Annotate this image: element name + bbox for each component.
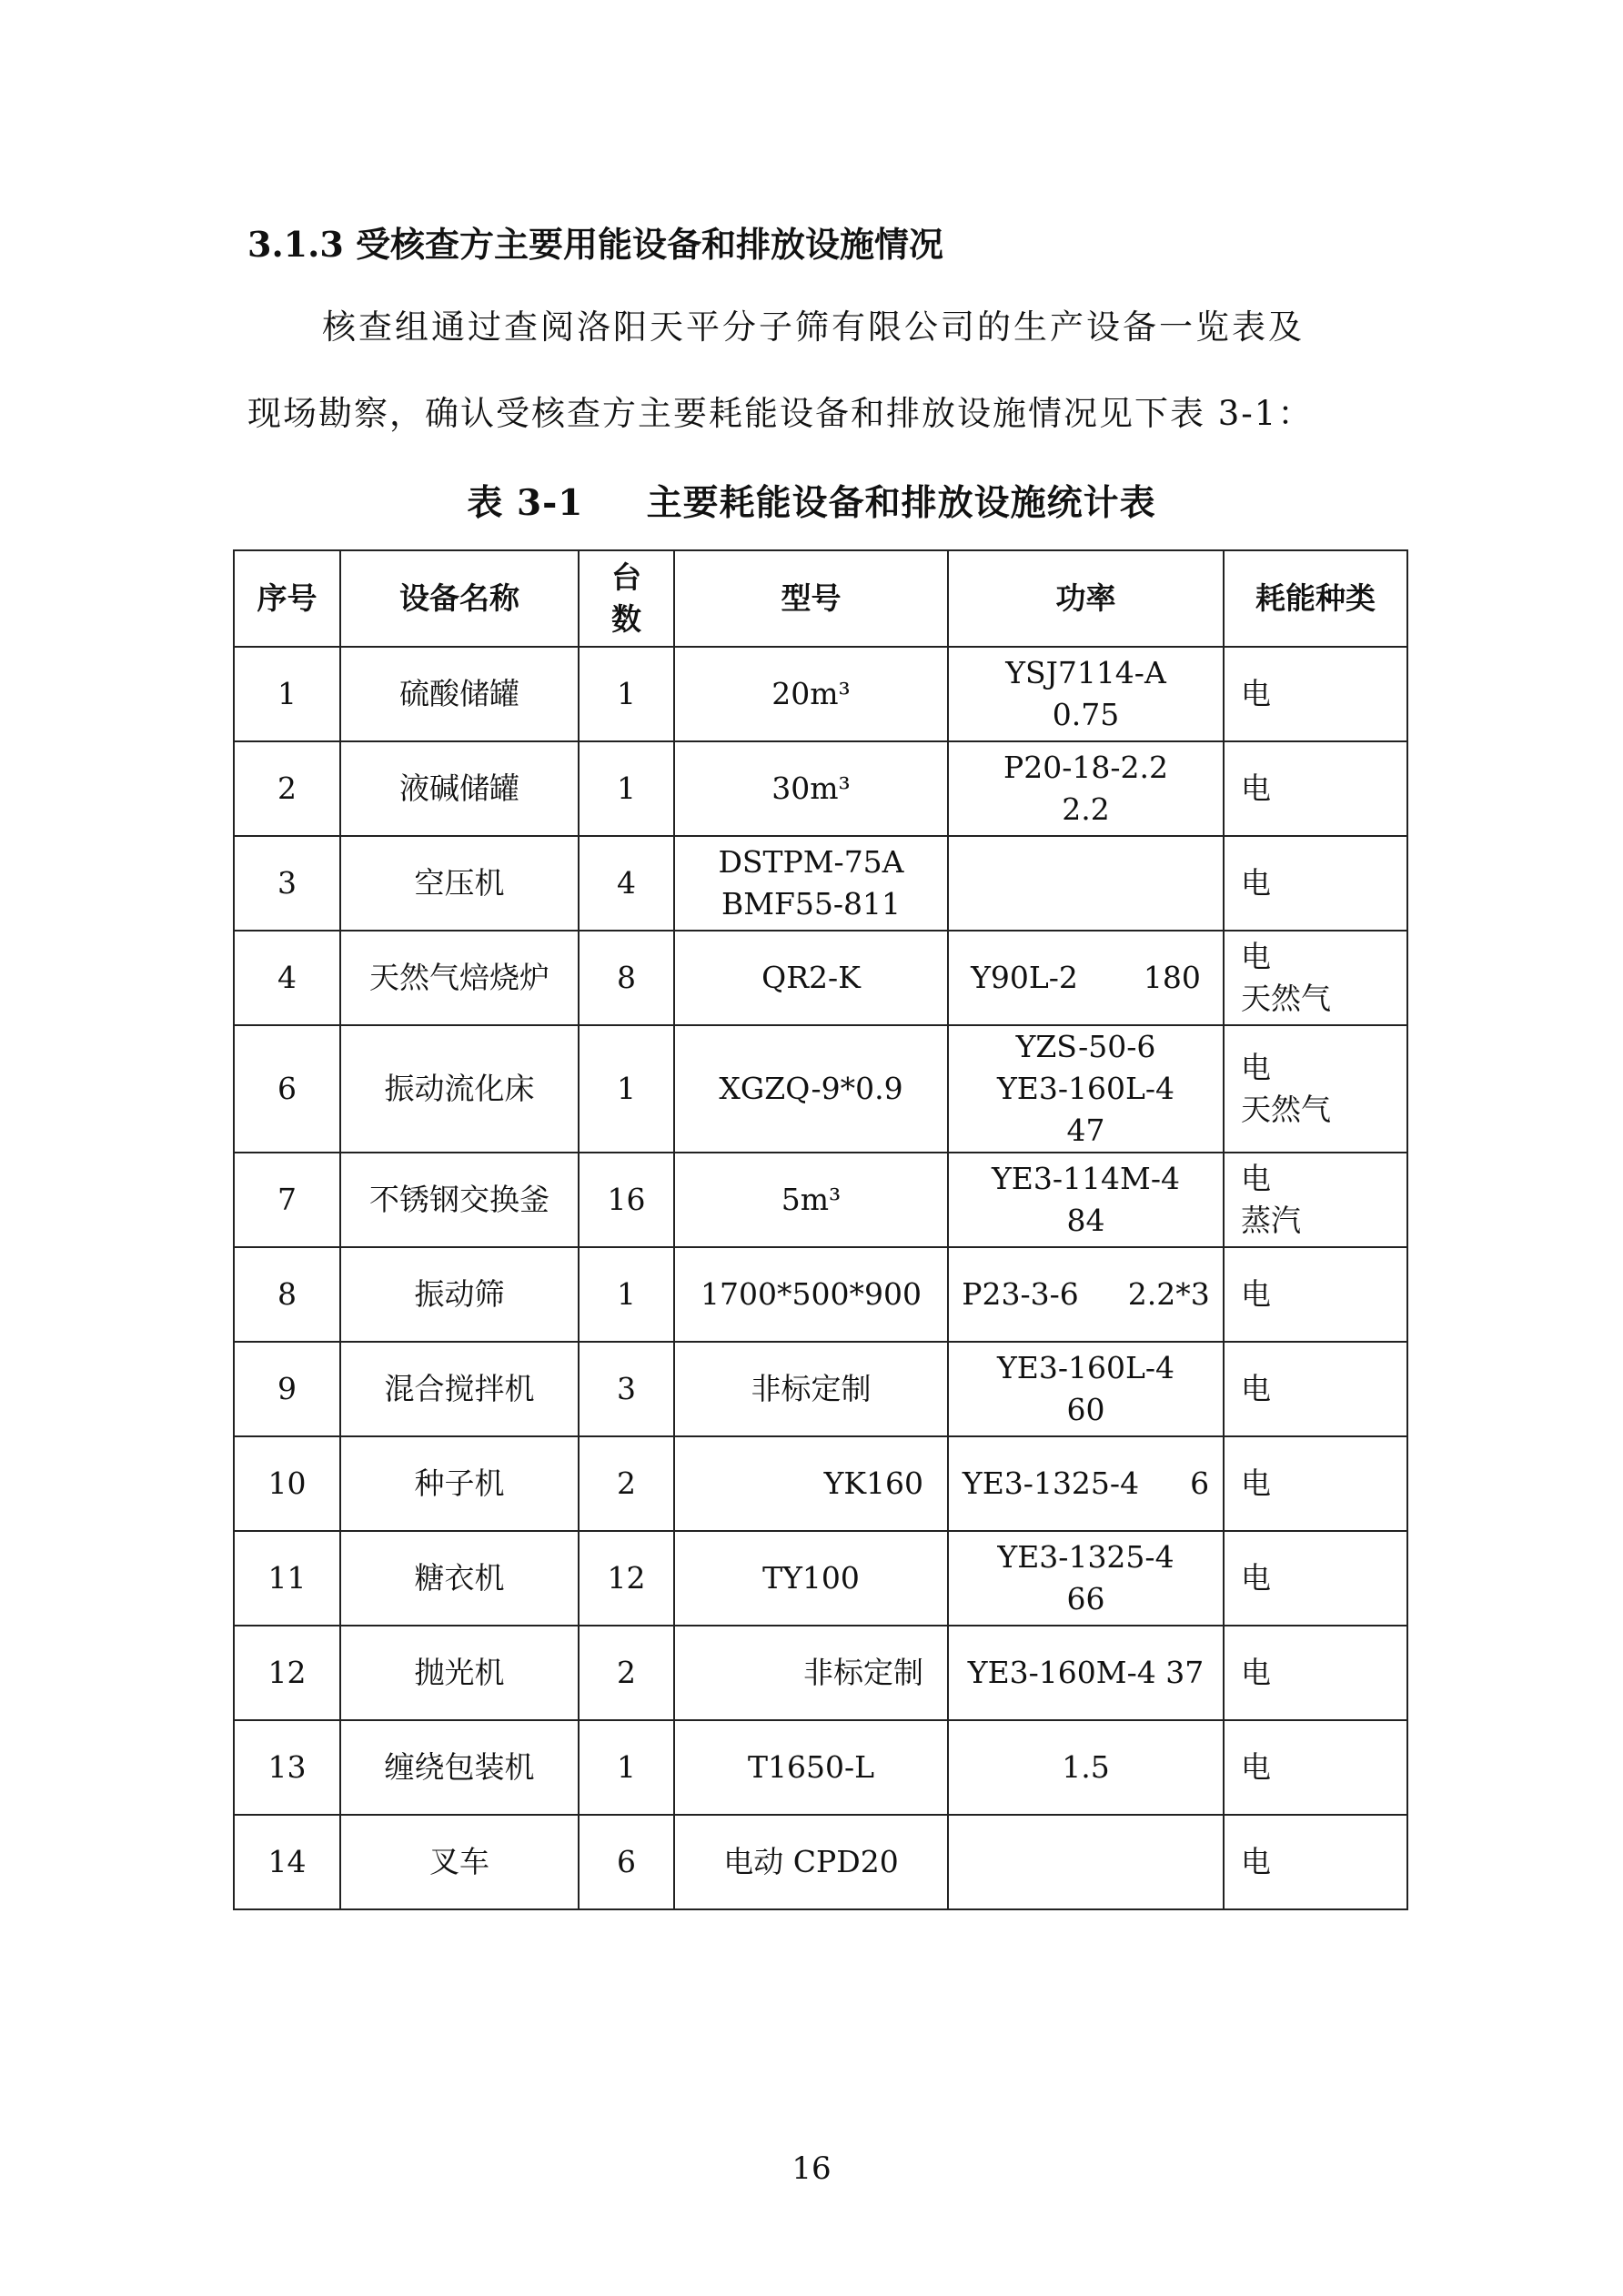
cell-energy: 电 [1224, 1436, 1407, 1531]
cell-qty: 1 [579, 1025, 674, 1153]
cell-power-line: YE3-160L-4 [996, 1071, 1175, 1106]
cell-no: 13 [234, 1720, 340, 1815]
cell-no: 12 [234, 1626, 340, 1720]
cell-energy-line: 天然气 [1241, 1092, 1331, 1127]
cell-energy-line: 电 [1241, 1050, 1271, 1085]
cell-model: TY100 [674, 1531, 948, 1626]
cell-power-part: 180 [1143, 960, 1201, 995]
table-row [234, 1626, 1407, 1720]
cell-model: 5m³ [674, 1153, 948, 1247]
cell-name: 抛光机 [340, 1626, 579, 1720]
cell-model: QR2-K [674, 931, 948, 1025]
cell-qty: 4 [579, 836, 674, 931]
section-heading: 3.1.3 受核查方主要用能设备和排放设施情况 [247, 224, 944, 265]
cell-power-part: Y90L-2 [971, 960, 1078, 995]
cell-energy: 电 [1224, 1247, 1407, 1342]
cell-model: 非标定制 [674, 1342, 948, 1436]
cell-no: 11 [234, 1531, 340, 1626]
cell-energy: 电 [1224, 741, 1407, 836]
cell-energy-line: 天然气 [1241, 981, 1331, 1016]
cell-qty: 8 [579, 931, 674, 1025]
cell-energy-line: 蒸汽 [1241, 1203, 1301, 1238]
table-row [234, 1153, 1407, 1247]
cell-no: 4 [234, 931, 340, 1025]
cell-name: 硫酸储罐 [340, 647, 579, 741]
cell-energy-line: 电 [1241, 1161, 1271, 1196]
cell-name: 叉车 [340, 1815, 579, 1909]
table-row [234, 1436, 1407, 1531]
cell-model: YK160 [674, 1436, 948, 1531]
table-row [234, 1247, 1407, 1342]
cell-no: 1 [234, 647, 340, 741]
cell-name: 不锈钢交换釜 [340, 1153, 579, 1247]
table-row [234, 836, 1407, 931]
cell-energy: 电 [1224, 1815, 1407, 1909]
cell-model: 30m³ [674, 741, 948, 836]
table-row [234, 741, 1407, 836]
cell-power-line: 0.75 [1052, 697, 1120, 732]
table-row [234, 1342, 1407, 1436]
cell-model: 非标定制 [674, 1626, 948, 1720]
cell-power-line: 2.2 [1062, 791, 1110, 827]
cell-power [948, 1247, 1224, 1342]
cell-model-line: BMF55-811 [721, 886, 902, 921]
cell-qty: 1 [579, 741, 674, 836]
paragraph-line-1: 核查组通过查阅洛阳天平分子筛有限公司的生产设备一览表及 [322, 307, 1305, 347]
cell-power [948, 836, 1224, 931]
equipment-table [233, 549, 1408, 1910]
cell-power-line: YE3-1325-4 [997, 1539, 1174, 1575]
cell-name: 振动流化床 [340, 1025, 579, 1153]
header-energy: 耗能种类 [1224, 550, 1407, 647]
table-header-row [234, 550, 1407, 647]
cell-name: 种子机 [340, 1436, 579, 1531]
cell-no: 6 [234, 1025, 340, 1153]
cell-model: T1650-L [674, 1720, 948, 1815]
cell-energy [1224, 1025, 1407, 1153]
table-row [234, 1025, 1407, 1153]
cell-power-line: YSJ7114-A [1005, 655, 1166, 690]
cell-power [948, 741, 1224, 836]
cell-power [948, 1025, 1224, 1153]
header-power: 功率 [948, 550, 1224, 647]
cell-energy: 电 [1224, 1626, 1407, 1720]
cell-name: 缠绕包装机 [340, 1720, 579, 1815]
header-model: 型号 [674, 550, 948, 647]
cell-power [948, 1342, 1224, 1436]
cell-name: 液碱储罐 [340, 741, 579, 836]
cell-power-line: 66 [1066, 1581, 1105, 1616]
cell-power [948, 647, 1224, 741]
cell-power: YE3-160M-4 37 [948, 1626, 1224, 1720]
cell-no: 14 [234, 1815, 340, 1909]
cell-name: 天然气焙烧炉 [340, 931, 579, 1025]
cell-power-part: YE3-1325-4 [962, 1465, 1140, 1501]
table-row [234, 931, 1407, 1025]
cell-power-line: 47 [1066, 1113, 1105, 1148]
header-qty [579, 550, 674, 647]
cell-power-line: YE3-114M-4 [992, 1161, 1180, 1196]
cell-energy: 电 [1224, 836, 1407, 931]
header-no: 序号 [234, 550, 340, 647]
cell-no: 10 [234, 1436, 340, 1531]
cell-energy: 电 [1224, 1720, 1407, 1815]
cell-model: XGZQ-9*0.9 [674, 1025, 948, 1153]
cell-power-part: 2.2*3 [1127, 1276, 1210, 1312]
cell-qty: 12 [579, 1531, 674, 1626]
cell-power-line: YE3-160L-4 [996, 1350, 1175, 1385]
cell-no: 2 [234, 741, 340, 836]
table-caption [0, 475, 1623, 526]
cell-power-line: 60 [1066, 1392, 1105, 1427]
cell-energy: 电 [1224, 1531, 1407, 1626]
cell-energy-line: 电 [1241, 939, 1271, 974]
cell-power-line: 84 [1066, 1203, 1105, 1238]
cell-qty: 1 [579, 1247, 674, 1342]
cell-power: 1.5 [948, 1720, 1224, 1815]
cell-energy: 电 [1224, 647, 1407, 741]
cell-power-line: P20-18-2.2 [1003, 750, 1168, 785]
cell-no: 9 [234, 1342, 340, 1436]
cell-energy: 电 [1224, 1342, 1407, 1436]
cell-model: 20m³ [674, 647, 948, 741]
cell-qty: 6 [579, 1815, 674, 1909]
cell-power [948, 1436, 1224, 1531]
cell-qty: 1 [579, 647, 674, 741]
cell-model-line: DSTPM-75A [718, 844, 904, 880]
page-number: 16 [791, 2150, 832, 2187]
cell-power [948, 931, 1224, 1025]
table-row [234, 1720, 1407, 1815]
cell-energy [1224, 931, 1407, 1025]
header-name: 设备名称 [340, 550, 579, 647]
table-row [234, 1531, 1407, 1626]
table-row [234, 1815, 1407, 1909]
cell-qty: 2 [579, 1436, 674, 1531]
cell-power-line: YZS-50-6 [1015, 1029, 1156, 1064]
header-qty-bottom: 数 [611, 601, 641, 637]
cell-model [674, 836, 948, 931]
cell-power-part: P23-3-6 [962, 1276, 1079, 1312]
table-caption-title: 主要耗能设备和排放设施统计表 [646, 482, 1156, 524]
cell-qty: 16 [579, 1153, 674, 1247]
cell-name: 糖衣机 [340, 1531, 579, 1626]
cell-power [948, 1531, 1224, 1626]
cell-model: 电动 CPD20 [674, 1815, 948, 1909]
cell-no: 8 [234, 1247, 340, 1342]
paragraph-line-2: 现场勘察，确认受核查方主要耗能设备和排放设施情况见下表 3-1： [247, 394, 1314, 433]
cell-power [948, 1153, 1224, 1247]
cell-name: 振动筛 [340, 1247, 579, 1342]
cell-no: 7 [234, 1153, 340, 1247]
cell-power [948, 1815, 1224, 1909]
cell-qty: 2 [579, 1626, 674, 1720]
cell-name: 混合搅拌机 [340, 1342, 579, 1436]
cell-model: 1700*500*900 [674, 1247, 948, 1342]
cell-no: 3 [234, 836, 340, 931]
cell-name: 空压机 [340, 836, 579, 931]
cell-power-part: 6 [1190, 1465, 1210, 1501]
cell-qty: 3 [579, 1342, 674, 1436]
cell-qty: 1 [579, 1720, 674, 1815]
table-caption-number: 表 3-1 [467, 482, 584, 524]
table-row [234, 647, 1407, 741]
cell-energy [1224, 1153, 1407, 1247]
header-qty-top: 台 [611, 559, 641, 595]
